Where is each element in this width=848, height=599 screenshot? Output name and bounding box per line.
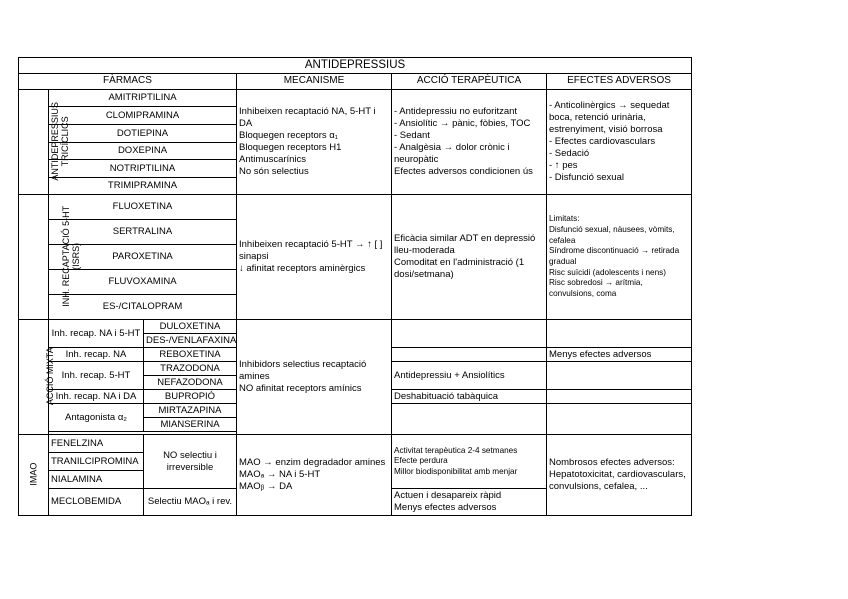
group-imao xyxy=(19,435,49,516)
group-ssri-label-2: (ISRS) xyxy=(71,242,82,270)
imao-adverse-line: Nombrosos efectes adversos: xyxy=(549,457,675,469)
drug-clomipramina: CLOMIPRAMINA xyxy=(49,107,237,125)
group-ssri xyxy=(19,195,82,320)
tricyclics-mechanism-line: Bloquegen receptors α₁ xyxy=(239,130,339,142)
antidepressants-table xyxy=(18,57,692,516)
ssri-action xyxy=(392,195,547,320)
ssri-adverse-line: Disfunció sexual, nàusees, vòmits, cefalea xyxy=(549,225,675,245)
ssri-adverse-line: Síndrome discontinuació → retirada gradual xyxy=(549,246,680,266)
drug-meclobemida: MECLOBEMIDA xyxy=(49,489,144,516)
drug-nialamina: NIALAMINA xyxy=(49,471,144,489)
drug-notriptilina: NOTRIPTILINA xyxy=(49,160,237,178)
mixed-adverse-bupropion xyxy=(547,390,692,404)
imao-action-line: Millor biodisponibilitat amb menjar xyxy=(394,466,518,476)
tricyclics-action-line: - Sedant xyxy=(394,130,430,142)
imao-mechanism-line: MAOᵦ → DA xyxy=(239,480,293,492)
tricyclics-action-line: - Analgèsia → dolor crònic i neuropàtic xyxy=(394,142,510,165)
mixed-sub-5ht: Inh. recap. 5-HT xyxy=(49,362,144,390)
imao-mechanism-line: MAOₐ → NA i 5-HT xyxy=(239,469,321,481)
tricyclics-mechanism xyxy=(237,90,392,195)
imao-selective: Selectiu MAOₐ i rev. xyxy=(144,489,237,516)
mixed-action-bupropion: Deshabituació tabàquica xyxy=(392,390,547,404)
drug-mianserina: MIANSERINA xyxy=(144,418,237,432)
ssri-adverse xyxy=(547,195,692,320)
tricyclics-adverse-line: - Efectes cardiovasculars xyxy=(549,136,656,148)
drug-desvenlafaxina: DES-/VENLAFAXINA xyxy=(144,334,237,348)
ssri-mechanism-line: ↓ afinitat receptors aminèrgics xyxy=(239,262,366,274)
mixed-sub-na-5ht: Inh. recap. NA i 5-HT xyxy=(49,320,144,348)
drug-doxepina: DOXEPINA xyxy=(49,143,237,160)
group-tricyclics-label-2: TRICÍCLICS xyxy=(60,116,71,167)
drug-trazodona: TRAZODONA xyxy=(144,362,237,376)
tricyclics-mechanism-line: No són selectius xyxy=(239,165,309,177)
group-mixed-label: ACCIÓ MIXTA xyxy=(44,347,55,406)
drug-fenelzina: FENELZINA xyxy=(49,435,144,453)
imao-action-line: Efecte perdura xyxy=(394,456,448,466)
drug-tranilcipromina: TRANILCIPROMINA xyxy=(49,453,144,471)
tricyclics-action-line: - Ansiolític → pànic, fòbies, TOC xyxy=(394,118,531,130)
drug-fluoxetina: FLUOXETINA xyxy=(49,195,237,220)
drug-mirtazapina: MIRTAZAPINA xyxy=(144,404,237,418)
group-imao-label: IMAO xyxy=(28,462,39,486)
header-accio: ACCIÓ TERAPÈUTICA xyxy=(392,74,547,90)
mixed-mechanism-line: Inhibidors selectius recaptació amines xyxy=(239,359,367,383)
imao-mechanism-line: MAO → enzim degradador amines xyxy=(239,457,386,469)
tricyclics-action-line: Efectes adversos condicionen ús xyxy=(394,165,533,177)
mixed-action-alpha2 xyxy=(392,404,547,435)
tricyclics-action xyxy=(392,90,547,195)
drug-duloxetina: DULOXETINA xyxy=(144,320,237,334)
imao-action-nonselective xyxy=(392,435,547,489)
header-efectes: EFECTES ADVERSOS xyxy=(547,74,692,90)
mixed-adverse-alpha2 xyxy=(547,404,692,435)
tricyclics-adverse-line: - Sedació xyxy=(549,147,590,159)
imao-action-selective xyxy=(392,489,547,516)
drug-nefazodona: NEFAZODONA xyxy=(144,376,237,390)
drug-escitalopram: ES-/CITALOPRAM xyxy=(49,295,237,320)
imao-action-selective-line: Actuen i desapareix ràpid xyxy=(394,490,502,502)
tricyclics-mechanism-line: Antimuscarínics xyxy=(239,153,307,165)
ssri-action-line: Comoditat en l'administració (1 dosi/setmana) xyxy=(394,257,525,280)
mixed-adverse-reboxetina: Menys efectes adversos xyxy=(547,348,692,362)
ssri-mechanism-line: Inhibeixen recaptació 5-HT → ↑ [ ] sinapsi xyxy=(239,239,383,263)
drug-amitriptilina: AMITRIPTILINA xyxy=(49,90,237,107)
mixed-sub-na: Inh. recap. NA xyxy=(49,348,144,362)
drug-fluvoxamina: FLUVOXAMINA xyxy=(49,270,237,295)
ssri-adverse-line: Risc suïcidi (adolescents i nens) xyxy=(549,267,666,277)
imao-mechanism xyxy=(237,435,392,516)
tricyclics-mechanism-line: Inhibeixen recaptació NA, 5-HT i DA xyxy=(239,106,376,130)
mixed-action-na-5ht xyxy=(392,320,547,348)
mixed-mechanism xyxy=(237,320,392,435)
drug-trimipramina: TRIMIPRAMINA xyxy=(49,178,237,195)
imao-nonselective: NO selectiu i irreversible xyxy=(144,435,237,489)
ssri-mechanism xyxy=(237,195,392,320)
mixed-action-na xyxy=(392,348,547,362)
imao-action-selective-line: Menys efectes adversos xyxy=(394,502,497,513)
group-ssri-label-1: INH. RECAPTACIÓ 5-HT xyxy=(61,205,72,307)
mixed-sub-alpha2: Antagonista α₂ xyxy=(49,404,144,432)
tricyclics-adverse-line: - ↑ pes xyxy=(549,159,578,171)
tricyclics-mechanism-line: Bloquegen receptors H1 xyxy=(239,142,342,153)
tricyclics-adverse xyxy=(547,90,692,195)
mixed-sub-na-da: Inh. recap. NA i DA xyxy=(49,390,144,404)
drug-dotiepina: DOTIEPINA xyxy=(49,125,237,143)
ssri-adverse-line: Limitats: xyxy=(549,214,580,224)
mixed-mechanism-line: NO afinitat receptors amínics xyxy=(239,382,362,394)
tricyclics-adverse-line: - Disfunció sexual xyxy=(549,171,624,183)
group-tricyclics xyxy=(19,90,71,195)
group-mixed xyxy=(19,320,55,435)
table-title: ANTIDEPRESSIUS xyxy=(19,58,692,74)
drug-sertralina: SERTRALINA xyxy=(49,220,237,245)
imao-adverse-line: Hepatotoxicitat, cardiovasculars, convulsions, cefalea, ... xyxy=(549,469,686,492)
mixed-adverse-5ht xyxy=(547,362,692,390)
drug-paroxetina: PAROXETINA xyxy=(49,245,237,270)
group-tricyclics-label-1: ANTIDEPRESSIUS xyxy=(49,101,60,181)
imao-adverse xyxy=(547,435,692,516)
imao-action-line: Activitat terapèutica 2-4 setmanes xyxy=(394,445,518,455)
tricyclics-action-line: - Antidepressiu no euforitzant xyxy=(394,106,518,118)
tricyclics-adverse-line: - Anticolinèrgics → sequedat boca, retenció urinària, estrenyiment, visió borrosa xyxy=(549,100,670,136)
mixed-adverse-na-5ht xyxy=(547,320,692,348)
ssri-adverse-line: Risc sobredosi → arítmia, convulsions, coma xyxy=(549,278,643,298)
mixed-action-5ht: Antidepressiu + Ansiolítics xyxy=(392,362,547,390)
drug-reboxetina: REBOXETINA xyxy=(144,348,237,362)
header-farmacs: FÀRMACS xyxy=(19,74,237,90)
ssri-action-line: Eficàcia similar ADT en depressió lleu-moderada xyxy=(394,233,536,257)
header-mecanisme: MECANISME xyxy=(237,74,392,90)
drug-bupropio: BUPROPIÓ xyxy=(144,390,237,404)
